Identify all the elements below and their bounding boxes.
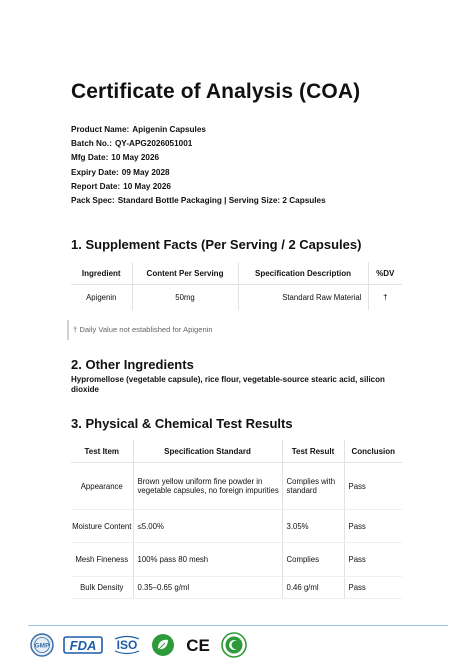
cell-test-result: 0.46 g/ml <box>282 577 344 599</box>
cell-test-item: Bulk Density <box>71 577 133 599</box>
table-header-row <box>71 440 402 463</box>
cell-test-item: Moisture Content <box>71 510 133 543</box>
meta-pack-spec: Pack Spec: Standard Bottle Packaging | Serving Size: 2 Capsules <box>71 196 326 206</box>
cell-test-result: Complies <box>282 543 344 577</box>
table-header-row <box>71 262 402 285</box>
test-results-table <box>71 440 402 599</box>
meta-batch-no: Batch No.: QY-APG2026051001 <box>71 139 193 149</box>
supplement-facts-table <box>71 262 402 310</box>
cell-spec-standard: Brown yellow uniform fine powder in vegetable capsules, no foreign impurities <box>133 463 282 510</box>
fda-logo-icon <box>63 634 103 656</box>
organic-leaf-icon <box>151 633 175 657</box>
col-test-item: Test Item <box>71 440 133 463</box>
section1-heading: 1. Supplement Facts (Per Serving / 2 Capsules) <box>71 237 362 252</box>
table-row <box>71 463 402 510</box>
meta-report-date: Report Date: 10 May 2026 <box>71 181 171 191</box>
ce-mark-icon <box>184 634 212 656</box>
cell-spec-standard: 0.35–0.65 g/ml <box>133 577 282 599</box>
col-content-per-serving: Content Per Serving <box>132 262 238 285</box>
cell-conclusion: Pass <box>344 463 402 510</box>
col-dv: %DV <box>368 262 402 285</box>
meta-product-name: Product Name: Apigenin Capsules <box>71 125 206 134</box>
cell-test-result: 3.05% <box>282 510 344 543</box>
cell-spec-standard: 100% pass 80 mesh <box>133 543 282 577</box>
col-ingredient: Ingredient <box>71 262 132 285</box>
iso-logo-icon <box>112 634 142 656</box>
cell-conclusion: Pass <box>344 510 402 543</box>
cell-test-result: Complies with standard <box>282 463 344 510</box>
cell-test-item: Appearance <box>71 463 133 510</box>
other-ingredients-text: Hypromellose (vegetable capsule), rice flour, vegetable-source stearic acid, silicon dioxide <box>71 375 385 394</box>
svg-text:GMP: GMP <box>34 642 50 650</box>
svg-text:FDA: FDA <box>69 638 97 653</box>
cell-specification: Standard Raw Material <box>238 285 368 311</box>
cell-test-item: Mesh Fineness <box>71 543 133 577</box>
cell-spec-standard: ≤5.00% <box>133 510 282 543</box>
halal-seal-icon <box>221 632 247 658</box>
meta-expiry-date: Expiry Date: 09 May 2028 <box>71 167 170 177</box>
cell-ingredient: Apigenin <box>86 293 117 302</box>
col-conclusion: Conclusion <box>344 440 402 463</box>
table-row <box>71 285 402 311</box>
dv-footnote: † Daily Value not established for Apigenin <box>67 320 213 340</box>
table-row <box>71 577 402 599</box>
table-row <box>71 510 402 543</box>
col-specification-standard: Specification Standard <box>133 440 282 463</box>
section3-heading: 3. Physical & Chemical Test Results <box>71 416 293 431</box>
table-row <box>71 543 402 577</box>
cell-content: 50mg <box>132 285 238 311</box>
cell-dv: † <box>368 285 402 311</box>
cell-conclusion: Pass <box>344 577 402 599</box>
meta-mfg-date: Mfg Date: 10 May 2026 <box>71 153 160 163</box>
document-title: Certificate of Analysis (COA) <box>71 80 361 103</box>
product-meta <box>71 123 326 208</box>
certification-logos <box>30 633 247 657</box>
cell-conclusion: Pass <box>344 543 402 577</box>
col-test-result: Test Result <box>282 440 344 463</box>
footer-divider <box>28 625 448 626</box>
section2-heading: 2. Other Ingredients <box>71 357 194 372</box>
svg-text:ISO: ISO <box>116 638 138 652</box>
gmp-seal-icon <box>30 633 54 657</box>
col-specification-description: Specification Description <box>238 262 368 285</box>
svg-text:CE: CE <box>186 636 210 655</box>
